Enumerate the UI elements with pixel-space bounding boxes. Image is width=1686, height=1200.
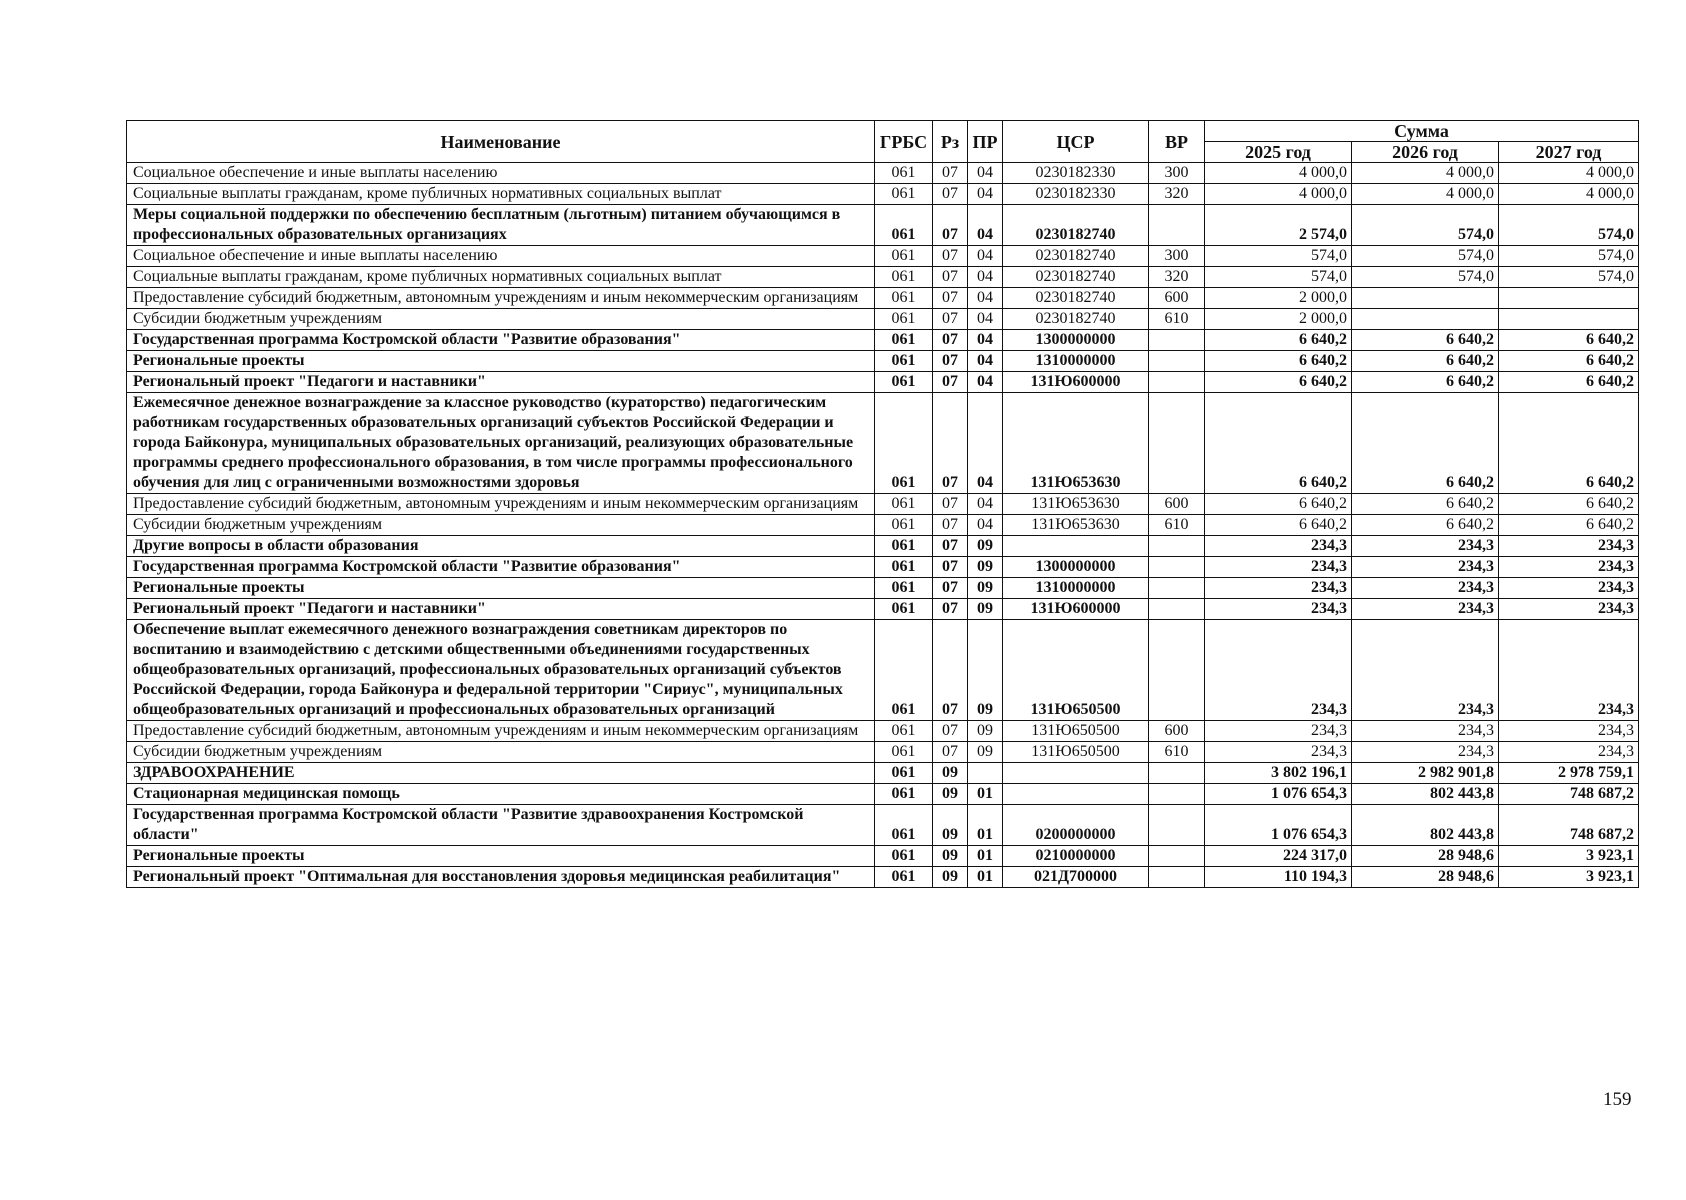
cell-vr <box>1149 805 1205 846</box>
cell-y2026: 574,0 <box>1352 246 1499 267</box>
cell-y2025: 6 640,2 <box>1205 330 1352 351</box>
cell-y2027: 6 640,2 <box>1499 351 1639 372</box>
budget-table <box>126 120 1639 888</box>
cell-rz: 07 <box>933 330 968 351</box>
cell-pr: 04 <box>968 393 1003 494</box>
cell-y2025: 234,3 <box>1205 742 1352 763</box>
cell-vr <box>1149 330 1205 351</box>
cell-csr: 1310000000 <box>1003 351 1149 372</box>
table-header-row <box>127 121 1639 142</box>
cell-y2027: 574,0 <box>1499 205 1639 246</box>
cell-y2025: 234,3 <box>1205 536 1352 557</box>
cell-y2027: 234,3 <box>1499 742 1639 763</box>
cell-y2027: 6 640,2 <box>1499 372 1639 393</box>
cell-vr <box>1149 372 1205 393</box>
table-body <box>127 163 1639 888</box>
cell-vr <box>1149 599 1205 620</box>
cell-pr: 01 <box>968 867 1003 888</box>
cell-csr: 1300000000 <box>1003 330 1149 351</box>
cell-y2027: 6 640,2 <box>1499 393 1639 494</box>
cell-vr <box>1149 846 1205 867</box>
cell-y2025: 2 574,0 <box>1205 205 1352 246</box>
cell-pr: 01 <box>968 805 1003 846</box>
cell-vr <box>1149 578 1205 599</box>
cell-name: Стационарная медицинская помощь <box>127 784 875 805</box>
table-row <box>127 372 1639 393</box>
cell-grbs: 061 <box>875 372 933 393</box>
table-row <box>127 763 1639 784</box>
cell-csr: 131Ю650500 <box>1003 721 1149 742</box>
cell-pr: 09 <box>968 721 1003 742</box>
cell-y2025: 224 317,0 <box>1205 846 1352 867</box>
cell-name: Предоставление субсидий бюджетным, автономным учреждениям и иным некоммерческим организациям <box>127 494 875 515</box>
cell-y2027: 574,0 <box>1499 267 1639 288</box>
cell-y2027: 748 687,2 <box>1499 784 1639 805</box>
cell-name: ЗДРАВООХРАНЕНИЕ <box>127 763 875 784</box>
cell-grbs: 061 <box>875 393 933 494</box>
cell-y2027: 4 000,0 <box>1499 163 1639 184</box>
cell-y2026: 6 640,2 <box>1352 494 1499 515</box>
cell-grbs: 061 <box>875 536 933 557</box>
cell-vr <box>1149 536 1205 557</box>
cell-y2027: 234,3 <box>1499 721 1639 742</box>
cell-vr: 600 <box>1149 494 1205 515</box>
cell-name: Социальное обеспечение и иные выплаты населению <box>127 246 875 267</box>
table-row <box>127 309 1639 330</box>
table-row <box>127 599 1639 620</box>
cell-name: Субсидии бюджетным учреждениям <box>127 309 875 330</box>
header-rz: Рз <box>933 121 968 163</box>
table-row <box>127 288 1639 309</box>
header-name: Наименование <box>127 121 875 163</box>
cell-y2025: 234,3 <box>1205 599 1352 620</box>
cell-y2027: 3 923,1 <box>1499 867 1639 888</box>
table-row <box>127 393 1639 494</box>
cell-rz: 09 <box>933 867 968 888</box>
cell-vr: 600 <box>1149 721 1205 742</box>
cell-vr: 600 <box>1149 288 1205 309</box>
cell-y2025: 2 000,0 <box>1205 309 1352 330</box>
cell-csr: 0230182740 <box>1003 288 1149 309</box>
cell-y2027: 6 640,2 <box>1499 515 1639 536</box>
cell-grbs: 061 <box>875 846 933 867</box>
cell-y2025: 3 802 196,1 <box>1205 763 1352 784</box>
cell-name: Предоставление субсидий бюджетным, автономным учреждениям и иным некоммерческим организациям <box>127 288 875 309</box>
cell-pr <box>968 763 1003 784</box>
cell-name: Обеспечение выплат ежемесячного денежного вознаграждения советникам директоров по воспитанию и взаимодействию с детскими общественными объединениями государственных общеобразовательных организаций, профессиональных образовательных организаций субъектов Российской Федерации, города Байконура и федеральной территории "Сириус", муниципальных общеобразовательных организаций и профессиональных образовательных организаций <box>127 620 875 721</box>
cell-y2025: 234,3 <box>1205 557 1352 578</box>
table-row <box>127 330 1639 351</box>
cell-y2025: 4 000,0 <box>1205 184 1352 205</box>
cell-vr: 610 <box>1149 309 1205 330</box>
cell-name: Государственная программа Костромской области "Развитие образования" <box>127 557 875 578</box>
header-vr: ВР <box>1149 121 1205 163</box>
cell-csr: 0230182740 <box>1003 309 1149 330</box>
cell-rz: 09 <box>933 784 968 805</box>
cell-y2025: 1 076 654,3 <box>1205 805 1352 846</box>
cell-name: Социальное обеспечение и иные выплаты населению <box>127 163 875 184</box>
cell-csr: 131Ю653630 <box>1003 393 1149 494</box>
cell-y2025: 2 000,0 <box>1205 288 1352 309</box>
cell-vr <box>1149 393 1205 494</box>
cell-pr: 04 <box>968 267 1003 288</box>
cell-grbs: 061 <box>875 351 933 372</box>
cell-rz: 07 <box>933 267 968 288</box>
cell-pr: 09 <box>968 536 1003 557</box>
cell-csr: 0210000000 <box>1003 846 1149 867</box>
cell-vr <box>1149 867 1205 888</box>
cell-rz: 07 <box>933 536 968 557</box>
cell-csr <box>1003 784 1149 805</box>
cell-y2025: 6 640,2 <box>1205 372 1352 393</box>
cell-y2025: 6 640,2 <box>1205 393 1352 494</box>
cell-y2026: 802 443,8 <box>1352 784 1499 805</box>
cell-csr: 131Ю653630 <box>1003 494 1149 515</box>
cell-rz: 09 <box>933 846 968 867</box>
cell-pr: 09 <box>968 557 1003 578</box>
cell-y2026: 6 640,2 <box>1352 515 1499 536</box>
cell-y2026: 574,0 <box>1352 267 1499 288</box>
cell-rz: 07 <box>933 578 968 599</box>
cell-csr: 0200000000 <box>1003 805 1149 846</box>
cell-vr: 610 <box>1149 742 1205 763</box>
cell-grbs: 061 <box>875 763 933 784</box>
cell-vr <box>1149 763 1205 784</box>
cell-name: Региональный проект "Педагоги и наставники" <box>127 372 875 393</box>
cell-grbs: 061 <box>875 599 933 620</box>
cell-y2026: 28 948,6 <box>1352 846 1499 867</box>
table-row <box>127 246 1639 267</box>
header-grbs: ГРБС <box>875 121 933 163</box>
cell-y2027: 234,3 <box>1499 536 1639 557</box>
cell-pr: 04 <box>968 372 1003 393</box>
cell-rz: 07 <box>933 246 968 267</box>
cell-name: Социальные выплаты гражданам, кроме публичных нормативных социальных выплат <box>127 184 875 205</box>
cell-y2026: 6 640,2 <box>1352 351 1499 372</box>
cell-rz: 07 <box>933 557 968 578</box>
table-row <box>127 620 1639 721</box>
cell-name: Другие вопросы в области образования <box>127 536 875 557</box>
cell-y2027: 234,3 <box>1499 599 1639 620</box>
cell-y2026: 802 443,8 <box>1352 805 1499 846</box>
cell-csr: 1310000000 <box>1003 578 1149 599</box>
cell-y2025: 110 194,3 <box>1205 867 1352 888</box>
cell-csr: 131Ю650500 <box>1003 742 1149 763</box>
cell-rz: 07 <box>933 599 968 620</box>
cell-y2026: 6 640,2 <box>1352 393 1499 494</box>
cell-name: Меры социальной поддержки по обеспечению бесплатным (льготным) питанием обучающимся в профессиональных образовательных организациях <box>127 205 875 246</box>
cell-grbs: 061 <box>875 267 933 288</box>
cell-rz: 07 <box>933 351 968 372</box>
cell-name: Государственная программа Костромской области "Развитие здравоохранения Костромской области" <box>127 805 875 846</box>
cell-y2027 <box>1499 288 1639 309</box>
cell-rz: 07 <box>933 163 968 184</box>
cell-grbs: 061 <box>875 867 933 888</box>
table-row <box>127 784 1639 805</box>
cell-y2025: 234,3 <box>1205 620 1352 721</box>
table-row <box>127 805 1639 846</box>
cell-y2026: 2 982 901,8 <box>1352 763 1499 784</box>
table-row <box>127 184 1639 205</box>
cell-y2025: 6 640,2 <box>1205 351 1352 372</box>
cell-rz: 07 <box>933 742 968 763</box>
cell-y2025: 6 640,2 <box>1205 515 1352 536</box>
table-row <box>127 846 1639 867</box>
cell-y2026: 234,3 <box>1352 721 1499 742</box>
cell-name: Региональный проект "Оптимальная для восстановления здоровья медицинская реабилитация" <box>127 867 875 888</box>
cell-grbs: 061 <box>875 184 933 205</box>
cell-vr: 320 <box>1149 267 1205 288</box>
cell-rz: 07 <box>933 494 968 515</box>
cell-csr: 0230182330 <box>1003 163 1149 184</box>
header-year-2025: 2025 год <box>1205 142 1352 163</box>
cell-name: Региональные проекты <box>127 578 875 599</box>
cell-grbs: 061 <box>875 721 933 742</box>
cell-y2027: 234,3 <box>1499 578 1639 599</box>
cell-grbs: 061 <box>875 784 933 805</box>
cell-y2026: 574,0 <box>1352 205 1499 246</box>
cell-name: Субсидии бюджетным учреждениям <box>127 742 875 763</box>
header-year-2026: 2026 год <box>1352 142 1499 163</box>
cell-grbs: 061 <box>875 288 933 309</box>
cell-vr: 320 <box>1149 184 1205 205</box>
cell-y2026: 234,3 <box>1352 536 1499 557</box>
cell-y2027: 234,3 <box>1499 557 1639 578</box>
cell-name: Региональный проект "Педагоги и наставники" <box>127 599 875 620</box>
cell-y2026 <box>1352 288 1499 309</box>
cell-csr: 131Ю653630 <box>1003 515 1149 536</box>
header-sum: Сумма <box>1205 121 1639 142</box>
cell-y2025: 6 640,2 <box>1205 494 1352 515</box>
cell-csr: 0230182330 <box>1003 184 1149 205</box>
table-row <box>127 515 1639 536</box>
cell-grbs: 061 <box>875 494 933 515</box>
cell-pr: 01 <box>968 846 1003 867</box>
cell-y2025: 574,0 <box>1205 246 1352 267</box>
cell-pr: 04 <box>968 288 1003 309</box>
cell-pr: 04 <box>968 494 1003 515</box>
cell-y2027 <box>1499 309 1639 330</box>
cell-grbs: 061 <box>875 805 933 846</box>
cell-pr: 04 <box>968 246 1003 267</box>
cell-grbs: 061 <box>875 578 933 599</box>
table-row <box>127 557 1639 578</box>
cell-y2025: 574,0 <box>1205 267 1352 288</box>
cell-rz: 07 <box>933 184 968 205</box>
cell-pr: 09 <box>968 578 1003 599</box>
cell-pr: 01 <box>968 784 1003 805</box>
cell-y2026: 6 640,2 <box>1352 330 1499 351</box>
cell-y2027: 4 000,0 <box>1499 184 1639 205</box>
table-row <box>127 536 1639 557</box>
cell-pr: 04 <box>968 205 1003 246</box>
cell-vr <box>1149 620 1205 721</box>
cell-y2026: 4 000,0 <box>1352 163 1499 184</box>
cell-csr <box>1003 536 1149 557</box>
cell-pr: 04 <box>968 184 1003 205</box>
cell-csr: 021Д700000 <box>1003 867 1149 888</box>
table-row <box>127 351 1639 372</box>
cell-csr: 131Ю600000 <box>1003 599 1149 620</box>
cell-pr: 04 <box>968 309 1003 330</box>
cell-y2026: 234,3 <box>1352 557 1499 578</box>
cell-csr: 131Ю650500 <box>1003 620 1149 721</box>
cell-pr: 09 <box>968 620 1003 721</box>
cell-name: Социальные выплаты гражданам, кроме публичных нормативных социальных выплат <box>127 267 875 288</box>
cell-grbs: 061 <box>875 515 933 536</box>
header-year-2027: 2027 год <box>1499 142 1639 163</box>
cell-pr: 09 <box>968 599 1003 620</box>
cell-rz: 09 <box>933 763 968 784</box>
cell-y2025: 234,3 <box>1205 721 1352 742</box>
cell-name: Региональные проекты <box>127 351 875 372</box>
page-number: 159 <box>1603 1089 1632 1110</box>
cell-y2027: 2 978 759,1 <box>1499 763 1639 784</box>
cell-grbs: 061 <box>875 205 933 246</box>
cell-rz: 07 <box>933 515 968 536</box>
cell-pr: 04 <box>968 351 1003 372</box>
table-row <box>127 721 1639 742</box>
cell-csr: 0230182740 <box>1003 246 1149 267</box>
cell-vr: 610 <box>1149 515 1205 536</box>
cell-name: Предоставление субсидий бюджетным, автономным учреждениям и иным некоммерческим организациям <box>127 721 875 742</box>
cell-csr: 1300000000 <box>1003 557 1149 578</box>
cell-y2027: 234,3 <box>1499 620 1639 721</box>
table-row <box>127 267 1639 288</box>
cell-name: Ежемесячное денежное вознаграждение за классное руководство (кураторство) педагогическим работникам государственных образовательных организаций субъектов Российской Федерации и города Байконура, муниципальных образовательных организаций, реализующих образовательные программы среднего профессионального образования, в том числе программы профессионального обучения для лиц с ограниченными возможностями здоровья <box>127 393 875 494</box>
cell-y2026 <box>1352 309 1499 330</box>
cell-rz: 07 <box>933 721 968 742</box>
cell-y2026: 6 640,2 <box>1352 372 1499 393</box>
cell-grbs: 061 <box>875 163 933 184</box>
table-row <box>127 867 1639 888</box>
cell-y2027: 6 640,2 <box>1499 330 1639 351</box>
cell-csr: 131Ю600000 <box>1003 372 1149 393</box>
cell-y2026: 234,3 <box>1352 599 1499 620</box>
cell-y2026: 234,3 <box>1352 620 1499 721</box>
cell-name: Региональные проекты <box>127 846 875 867</box>
cell-pr: 04 <box>968 515 1003 536</box>
cell-rz: 07 <box>933 372 968 393</box>
cell-rz: 07 <box>933 620 968 721</box>
table-row <box>127 205 1639 246</box>
cell-pr: 09 <box>968 742 1003 763</box>
cell-y2026: 4 000,0 <box>1352 184 1499 205</box>
cell-y2027: 3 923,1 <box>1499 846 1639 867</box>
cell-csr: 0230182740 <box>1003 205 1149 246</box>
cell-grbs: 061 <box>875 330 933 351</box>
table-row <box>127 494 1639 515</box>
cell-vr <box>1149 557 1205 578</box>
cell-y2027: 574,0 <box>1499 246 1639 267</box>
cell-y2025: 1 076 654,3 <box>1205 784 1352 805</box>
cell-y2026: 234,3 <box>1352 742 1499 763</box>
cell-y2025: 4 000,0 <box>1205 163 1352 184</box>
cell-y2027: 748 687,2 <box>1499 805 1639 846</box>
cell-name: Субсидии бюджетным учреждениям <box>127 515 875 536</box>
cell-rz: 07 <box>933 309 968 330</box>
cell-vr <box>1149 784 1205 805</box>
cell-pr: 04 <box>968 163 1003 184</box>
cell-vr: 300 <box>1149 246 1205 267</box>
table-row <box>127 578 1639 599</box>
header-csr: ЦСР <box>1003 121 1149 163</box>
cell-grbs: 061 <box>875 246 933 267</box>
cell-vr <box>1149 351 1205 372</box>
cell-vr: 300 <box>1149 163 1205 184</box>
cell-rz: 07 <box>933 393 968 494</box>
cell-vr <box>1149 205 1205 246</box>
table-row <box>127 742 1639 763</box>
cell-csr <box>1003 763 1149 784</box>
cell-name: Государственная программа Костромской области "Развитие образования" <box>127 330 875 351</box>
cell-y2026: 234,3 <box>1352 578 1499 599</box>
cell-y2026: 28 948,6 <box>1352 867 1499 888</box>
cell-grbs: 061 <box>875 620 933 721</box>
cell-grbs: 061 <box>875 309 933 330</box>
cell-y2027: 6 640,2 <box>1499 494 1639 515</box>
cell-pr: 04 <box>968 330 1003 351</box>
cell-y2025: 234,3 <box>1205 578 1352 599</box>
header-pr: ПР <box>968 121 1003 163</box>
cell-rz: 07 <box>933 205 968 246</box>
cell-csr: 0230182740 <box>1003 267 1149 288</box>
cell-rz: 07 <box>933 288 968 309</box>
cell-rz: 09 <box>933 805 968 846</box>
cell-grbs: 061 <box>875 742 933 763</box>
table-row <box>127 163 1639 184</box>
cell-grbs: 061 <box>875 557 933 578</box>
